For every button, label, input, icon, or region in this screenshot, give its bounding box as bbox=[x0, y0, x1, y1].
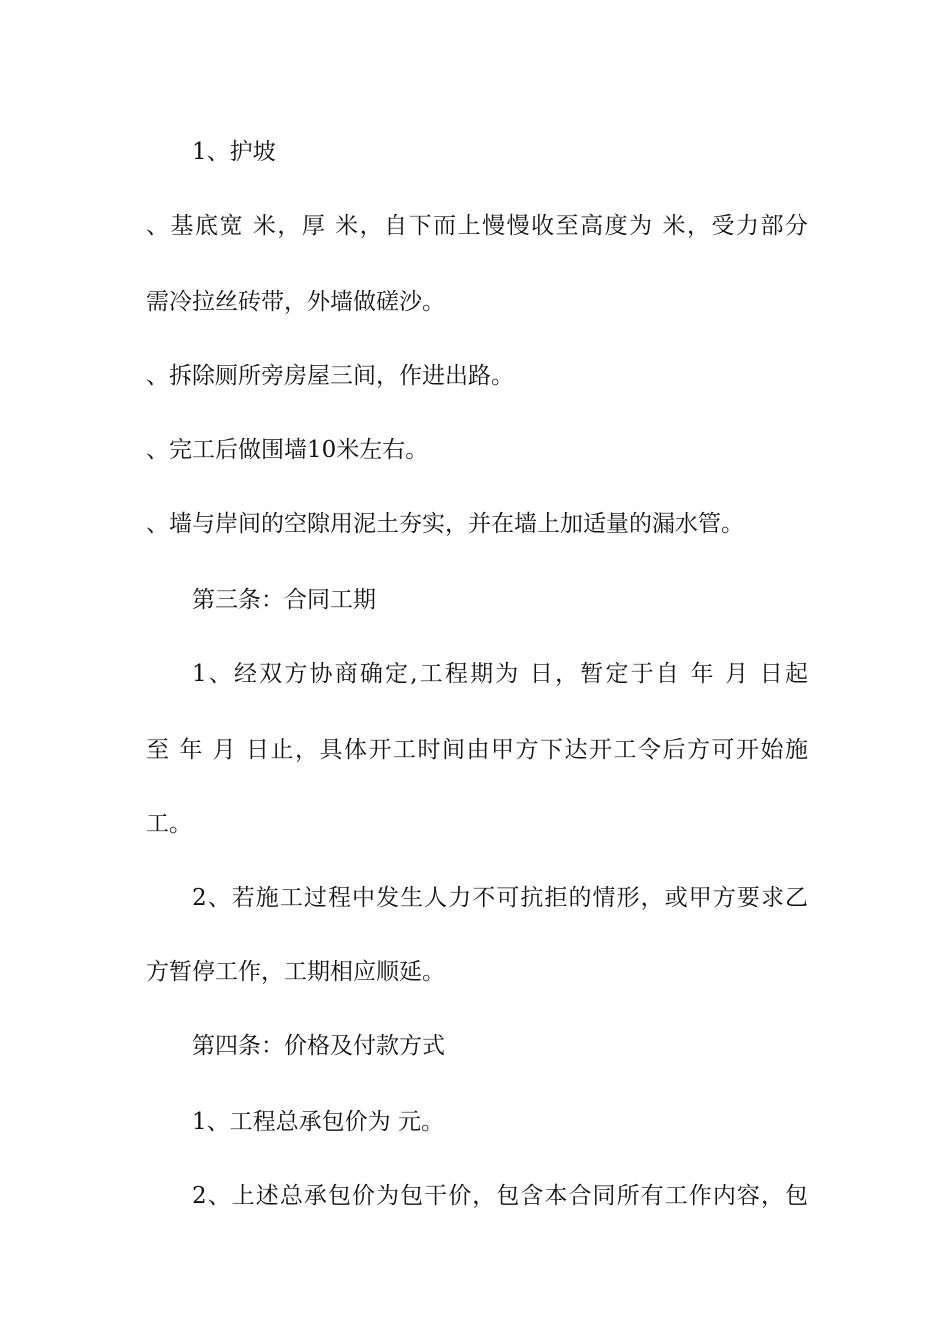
paragraph-line: 至 年 月 日止，具体开工时间由甲方下达开工令后方可开始施 bbox=[146, 737, 808, 763]
item-slope-protection: 1、护坡 bbox=[192, 139, 276, 165]
section-heading-article-3: 第三条：合同工期 bbox=[192, 587, 376, 613]
paragraph-line: 2、若施工过程中发生人力不可抗拒的情形，或甲方要求乙 bbox=[192, 885, 808, 911]
paragraph-line: 方暂停工作，工期相应顺延。 bbox=[146, 959, 445, 985]
paragraph-line: 、墙与岸间的空隙用泥土夯实，并在墙上加适量的漏水管。 bbox=[146, 511, 744, 537]
paragraph-line: 、基底宽 米，厚 米，自下而上慢慢收至高度为 米，受力部分 bbox=[146, 213, 808, 239]
paragraph-line: 1、经双方协商确定,工程期为 日，暂定于自 年 月 日起 bbox=[192, 661, 808, 687]
paragraph-line: 、完工后做围墙10米左右。 bbox=[146, 437, 429, 463]
section-heading-article-4: 第四条：价格及付款方式 bbox=[192, 1033, 445, 1059]
paragraph-line: 需冷拉丝砖带，外墙做磋沙。 bbox=[146, 289, 445, 315]
paragraph-line: 、拆除厕所旁房屋三间，作进出路。 bbox=[146, 363, 514, 389]
paragraph-line: 工。 bbox=[146, 811, 192, 837]
paragraph-line: 1、工程总承包价为 元。 bbox=[192, 1109, 444, 1135]
paragraph-line: 2、上述总承包价为包干价，包含本合同所有工作内容，包 bbox=[192, 1183, 808, 1209]
